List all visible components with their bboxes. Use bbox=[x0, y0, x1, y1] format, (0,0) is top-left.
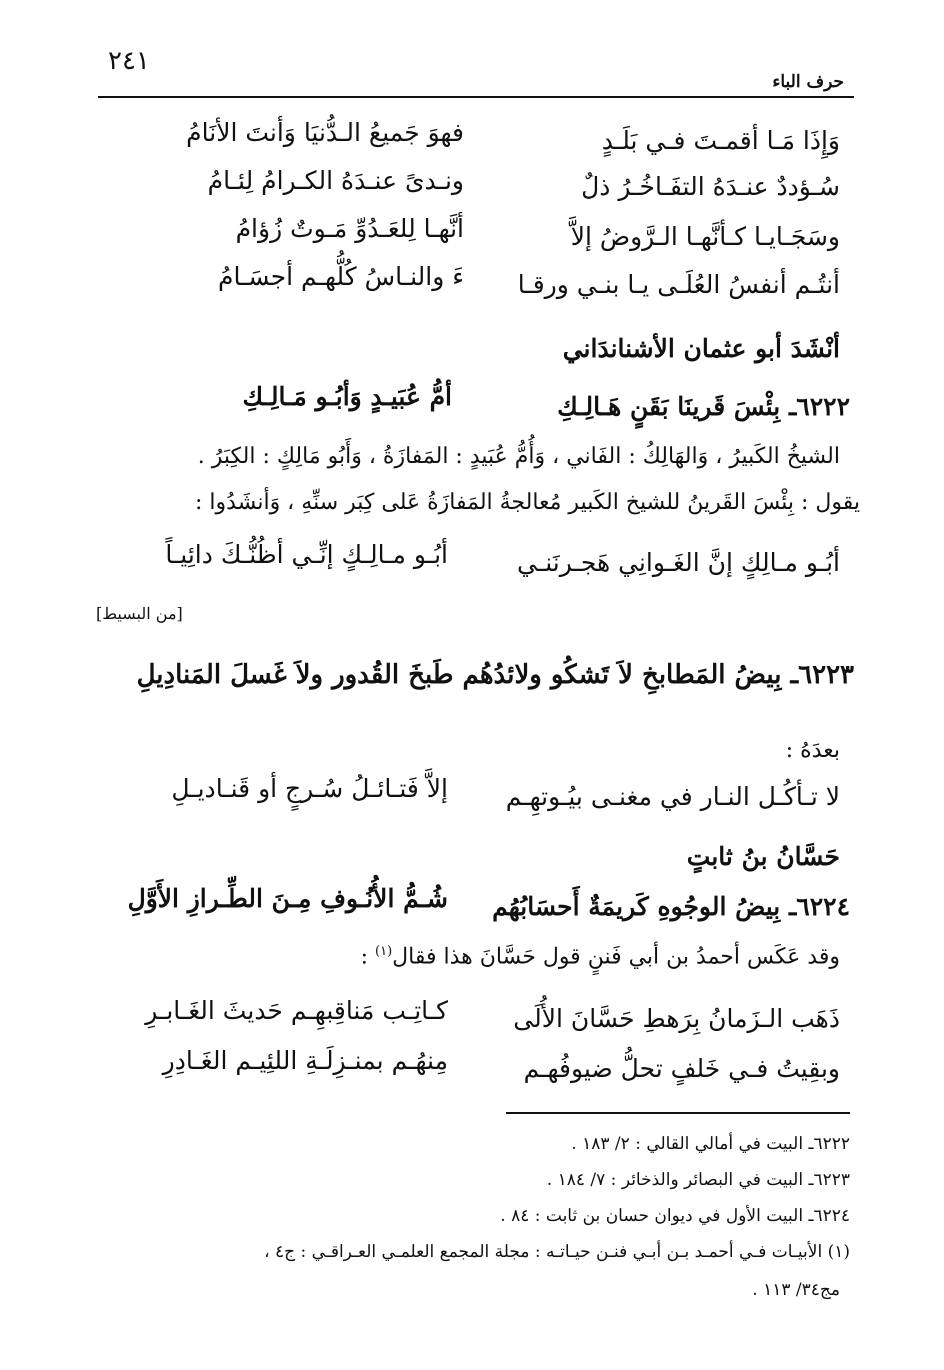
commentary-6222-line-2: يقول : بِئْسَ القَرينُ للشيخ الكَبير مُعالجةُ المَفازَةُ عَلى كِبَر سنِّهِ ، وَأنشَدُوا : bbox=[195, 490, 860, 515]
closing-verse-2-first-hemistich: وبقِيتُ فـي خَلفٍ تحلُّ ضيوفُهـم bbox=[523, 1054, 840, 1083]
verse-6224-first-hemistich: ٦٢٢٤ـ بِيضُ الوجُوهِ كَريمَةٌ أَحسَابُهُم bbox=[492, 892, 850, 921]
quoted-verse-1-first-hemistich: أبُـو مـالِكٍ إنَّ الغَـوانِي هَجـرنَنـي bbox=[517, 548, 840, 577]
footnote-6223: ٦٢٢٣ـ البيت في البصائر والذخائر : ٧/ ١٨٤ . bbox=[546, 1170, 850, 1190]
footnote-6224: ٦٢٢٤ـ البيت الأول في ديوان حسان بن ثابت : ٨٤ . bbox=[500, 1206, 850, 1226]
footnote-marker[interactable]: (١) bbox=[375, 944, 393, 959]
verse-6222-second-hemistich: أمُّ عُبَيـدٍ وَأبُـو مَـالِـكِ bbox=[242, 382, 452, 411]
poet-heading-1: أنْشَدَ أبو عثمان الأشناندَاني bbox=[562, 334, 840, 363]
footnote-6222: ٦٢٢٢ـ البيت في أمالي القالي : ٢/ ١٨٣ . bbox=[571, 1134, 850, 1154]
verse-1-second-hemistich: فهوَ جَميعُ الـدُّنيَا وَأنتَ الأنَامُ bbox=[186, 118, 464, 147]
page-number: ٢٤١ bbox=[108, 46, 150, 76]
commentary-6223: بعدَهُ : bbox=[785, 738, 840, 763]
footnote-1-line-1: (١) الأبيـات فـي أحمـد بـن أبـي فنـن حيـاتـه : مجلة المجمع العلمـي العـراقـي : ج٤ ، bbox=[264, 1242, 850, 1262]
meter-label: [من البسيط] bbox=[96, 604, 183, 623]
verse-3-first-hemistich: وسَجَـايـا كـأنَّهـا الـرَّوضُ إلاَّ bbox=[570, 222, 840, 251]
verse-4-second-hemistich: ءَ والنـاسُ كُلُّهـم أجسَـامُ bbox=[217, 262, 464, 291]
verse-2-second-hemistich: ونـدىً عنـدَهُ الكـرامُ لِئـامُ bbox=[207, 166, 464, 195]
chapter-title: حرف الباء bbox=[772, 72, 844, 92]
footnote-1-line-2: مج٣٤/ ١١٣ . bbox=[752, 1280, 840, 1300]
verse-6224-second-hemistich: شُـمُّ الأُنُـوفِ مِـنَ الطِّـرازِ الأَوَّلِ bbox=[127, 884, 448, 913]
commentary-6224-end: : bbox=[360, 944, 376, 970]
poet-heading-2: حَسَّانُ بنُ ثابتٍ bbox=[686, 842, 840, 871]
verse-3-second-hemistich: أنَّهـا لِلعَـدُوِّ مَـوتٌ زُؤامُ bbox=[235, 214, 464, 243]
closing-verse-2-second-hemistich: مِنهُـم بمنـزِلَـةِ اللئِيـم الغَـادِرِ bbox=[162, 1046, 448, 1075]
header-rule bbox=[98, 96, 854, 98]
commentary-6222-line-1: الشيخُ الكَبيرُ ، وَالهَالِكُ : الفَاني ، وَأُمُّ عُبَيدٍ : المَفازَةُ ، وَأَبُو مَالِكٍ : الكِبَرُ . bbox=[197, 444, 840, 469]
verse-4-first-hemistich: أنتُـم أنفسُ العُلَـى يـا بنـي ورقـا bbox=[517, 270, 840, 299]
verse-1-first-hemistich: وَإِذَا مَـا أقمـتَ فـي بَلَـدٍ bbox=[601, 126, 840, 155]
quoted-verse-2-second-hemistich: إلاَّ فَتـائـلُ سُـرجٍ أو قَنـاديـلِ bbox=[171, 774, 448, 803]
quoted-verse-1-second-hemistich: أبُـو مـالِـكٍ إنِّـي أظُنُّـكَ دائِيـاً bbox=[165, 540, 448, 569]
verse-6222-first-hemistich: ٦٢٢٢ـ بِئْسَ قَرينَا بَقَنٍ هَـالِـكِ bbox=[557, 392, 850, 421]
closing-verse-1-second-hemistich: كـاتِـب مَناقِبهِـم حَديثَ الغَـابـرِ bbox=[145, 996, 448, 1025]
commentary-6224 bbox=[361, 944, 840, 969]
verse-6223: ٦٢٢٣ـ بِيضُ المَطابخِ لاَ تَشكُو ولائدُهُم طَبخَ القُدور ولاَ غَسلَ المَنادِيلِ bbox=[136, 660, 854, 690]
verse-2-first-hemistich: سُـؤددٌ عنـدَهُ التفَـاخُـرُ ذلٌ bbox=[581, 172, 840, 201]
quoted-verse-2-first-hemistich: لا تـأكُـل النـار في مغنـى بيُـوتهِـم bbox=[505, 782, 840, 811]
closing-verse-1-first-hemistich: ذَهَب الـزَمانُ بِرَهطِ حَسَّانَ الأُلَى bbox=[513, 1004, 840, 1033]
commentary-6224-text: وقد عَكَس أحمدُ بن أبي فَننٍ قول حَسَّانَ هذا فقال bbox=[392, 944, 840, 970]
footnote-rule bbox=[506, 1112, 850, 1114]
